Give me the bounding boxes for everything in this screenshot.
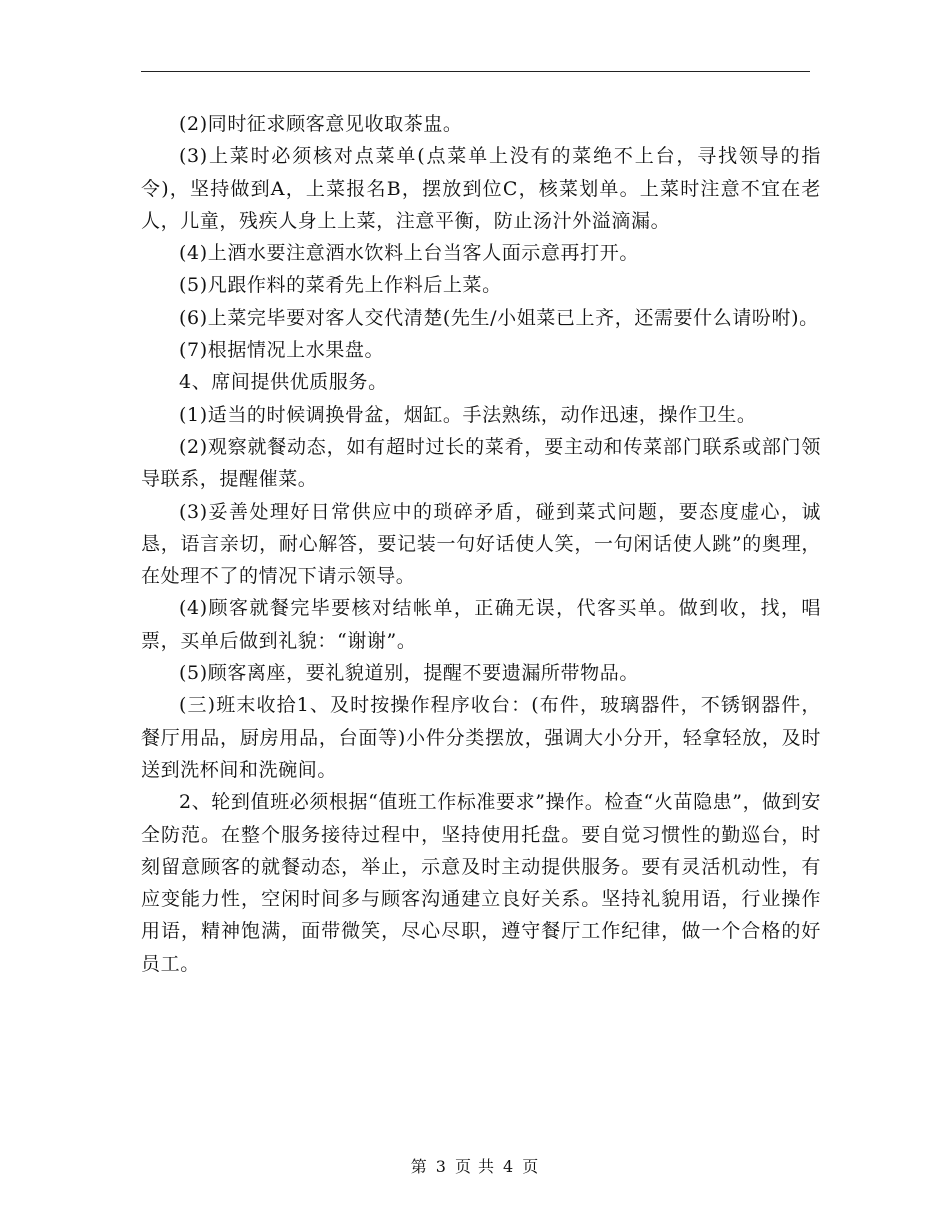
footer-prefix: 第 [410, 1157, 428, 1176]
header-rule [141, 71, 810, 72]
footer-middle: 页 共 [454, 1157, 496, 1176]
paragraph-serve-tea: (2)同时征求顾客意见收取茶盅。 [179, 113, 463, 135]
paragraph-farewell: (5)顾客离座，要礼貌道别，提醒不要遗漏所带物品。 [179, 662, 639, 685]
paragraph-end-of-shift: (三)班末收拾1、及时按操作程序收台：(布件，玻璃器件，不锈钢器件，餐厅用品，厨房用品，台面等)小件分类摆放，强调大小分开，轻拿轻放，及时送到洗杯间和洗碗间。 [141, 694, 821, 781]
body-text [141, 108, 821, 980]
page-footer [0, 1154, 950, 1177]
paragraph-condiments: (5)凡跟作料的菜肴先上作料后上菜。 [179, 274, 502, 297]
paragraph-handle-issues: (3)妥善处理好日常供应中的琐碎矛盾，碰到菜式问题，要态度虚心，诚恳，语言亲切，耐心解答，要记装一句好话使人笑，一句闲话使人跳”的奥理，在处理不了的情况下请示领导。 [141, 500, 821, 588]
footer-total-pages: 4 [503, 1157, 515, 1176]
section-heading-quality-service: 4、席间提供优质服务。 [179, 371, 388, 394]
footer-current-page: 3 [435, 1157, 447, 1176]
paragraph-drinks: (4)上酒水要注意酒水饮料上台当客人面示意再打开。 [179, 242, 639, 265]
paragraph-dishes-complete: (6)上菜完毕要对客人交代清楚(先生/小姐菜已上齐，还需要什么请吩咐)。 [179, 306, 819, 329]
paragraph-checkout: (4)顾客就餐完毕要核对结帐单，正确无误，代客买单。做到收，找，唱票，买单后做到礼貌：“谢谢”。 [141, 597, 821, 652]
footer-suffix: 页 [522, 1157, 540, 1176]
paragraph-duty-shift: 2、轮到值班必须根据“值班工作标准要求”操作。检查“火苗隐患”，做到安全防范。在整个服务接待过程中，坚持使用托盘。要自觉习惯性的勤巡台，时刻留意顾客的就餐动态，举止，示意及时主动提供服务。要有灵活机动性，有应变能力性，空闲时间多与顾客沟通建立良好关系。坚持礼貌用语，行业操作用语，精神饱满，面带微笑，尽心尽职，遵守餐厅工作纪律，做一个合格的好员工。 [141, 791, 821, 975]
paragraph-change-plates: (1)适当的时候调换骨盆，烟缸。手法熟练，动作迅速，操作卫生。 [179, 403, 757, 426]
paragraph-fruit-plate: (7)根据情况上水果盘。 [179, 339, 385, 362]
paragraph-observe-dining: (2)观察就餐动态，如有超时过长的菜肴，要主动和传菜部门联系或部门领导联系，提醒催菜。 [141, 435, 821, 491]
paragraph-check-order: (3)上菜时必须核对点菜单(点菜单上没有的菜绝不上台，寻找领导的指令)，坚持做到A，上菜报名B，摆放到位C，核菜划单。上菜时注意不宜在老人，儿童，残疾人身上上菜，注意平衡，防止汤汁外溢滴漏。 [141, 145, 821, 232]
